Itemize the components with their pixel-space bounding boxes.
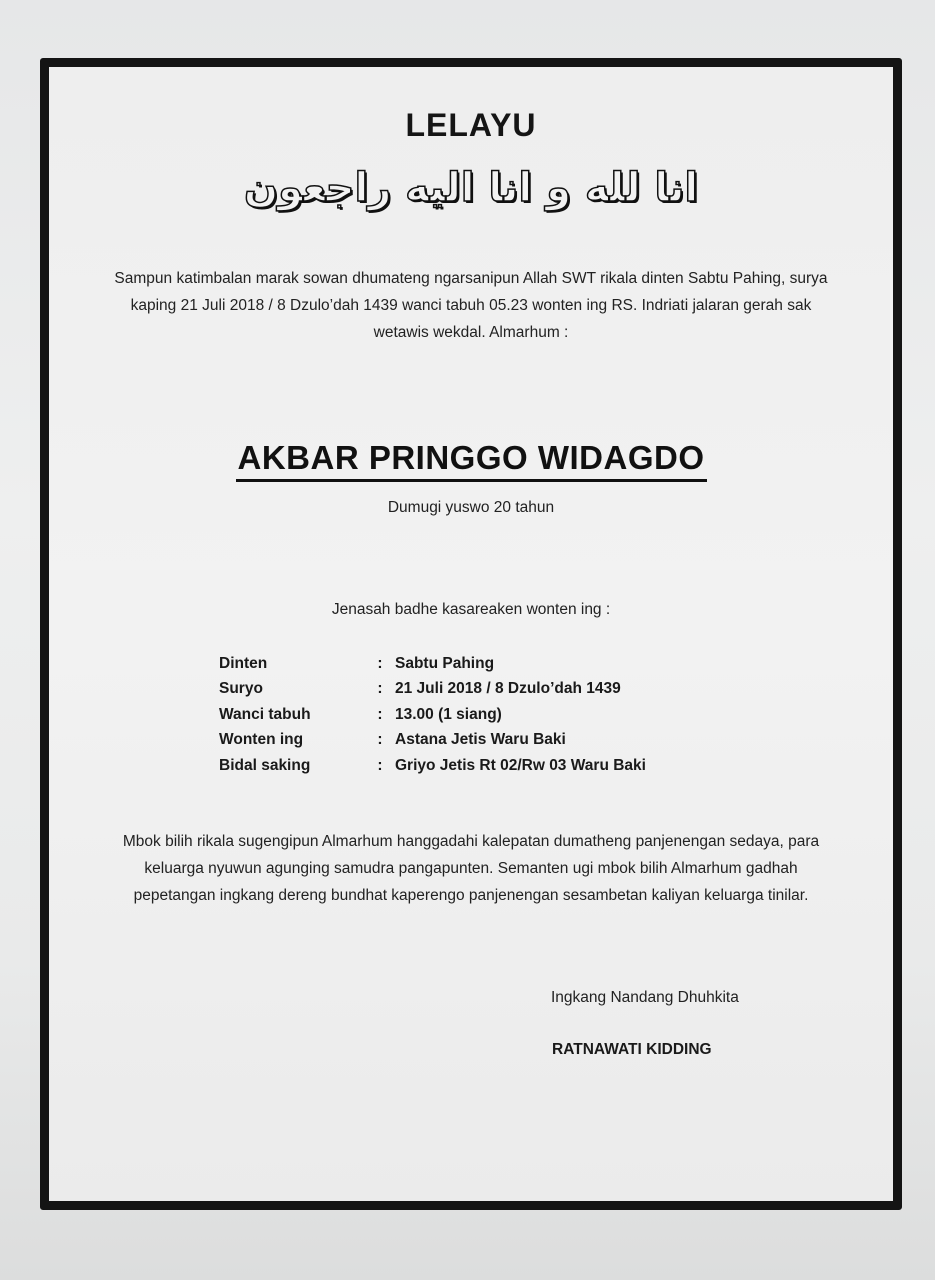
deceased-name-block [49, 439, 893, 482]
detail-colon: : [377, 680, 383, 698]
intro-paragraph: Sampun katimbalan marak sowan dhumateng ngarsanipun Allah SWT rikala dinten Sabtu Pahing, surya kaping 21 Juli 2018 / 8 Dzulo’dah 1439 wanci tabuh 05.23 wonten ing RS. Indriati jalaran gerah sak wetawis wekdal. Almarhum : [114, 270, 828, 341]
detail-label: Wonten ing [219, 731, 304, 749]
burial-intro: Jenasah badhe kasareaken wonten ing : [331, 601, 611, 618]
detail-row-time [219, 702, 779, 728]
signatory-name: RATNAWATI KIDDING [552, 1041, 712, 1058]
detail-label: Suryo [219, 680, 263, 698]
deceased-name: AKBAR PRINGGO WIDAGDO [236, 439, 707, 482]
arabic-phrase: انا لله و انا اليه راجعون [243, 165, 699, 211]
detail-row-place [219, 728, 779, 754]
burial-details [219, 651, 779, 779]
detail-label: Wanci tabuh [219, 705, 311, 723]
detail-colon: : [377, 654, 383, 672]
apology-paragraph: Mbok bilih rikala sugengipun Almarhum hanggadahi kalepatan dumatheng panjenengan sedaya, para keluarga nyuwun agunging samudra pangapunten. Semanten ugi mbok bilih Almarhum gadhah pepetangan ingkang dereng bundhat kaperengo panjenengan sesambetan kaliyan keluarga tinilar. [122, 833, 820, 904]
detail-colon: : [377, 756, 383, 774]
detail-row-departure [219, 753, 779, 779]
detail-value: 13.00 (1 siang) [395, 705, 502, 723]
detail-row-date [219, 677, 779, 703]
detail-value: Astana Jetis Waru Baki [395, 731, 566, 749]
detail-colon: : [377, 731, 383, 749]
detail-value: 21 Juli 2018 / 8 Dzulo’dah 1439 [395, 680, 621, 698]
detail-label: Dinten [219, 654, 268, 672]
detail-value: Sabtu Pahing [395, 654, 495, 672]
detail-label: Bidal saking [219, 756, 311, 774]
detail-colon: : [377, 705, 383, 723]
signature-line: Ingkang Nandang Dhuhkita [551, 989, 739, 1006]
detail-value: Griyo Jetis Rt 02/Rw 03 Waru Baki [395, 756, 646, 774]
notice-title: LELAYU [405, 107, 537, 143]
black-border-frame [40, 58, 902, 1210]
age-line: Dumugi yuswo 20 tahun [387, 499, 555, 516]
detail-row-day [219, 651, 779, 677]
notice-content [49, 67, 893, 1201]
